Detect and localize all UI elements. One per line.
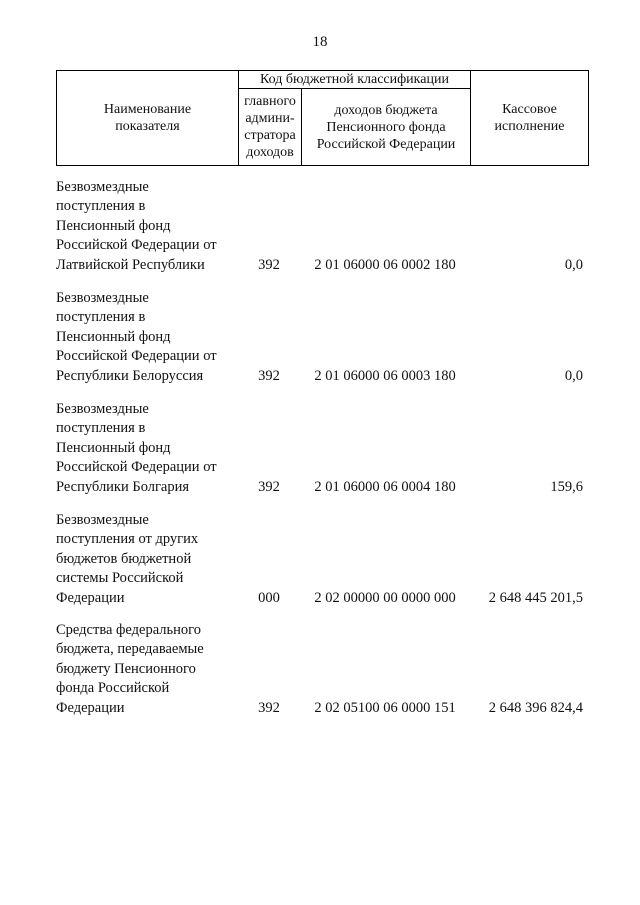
- row-income-code: 2 02 05100 06 0000 151: [314, 699, 456, 716]
- header-group-title: Код бюджетной классификации: [260, 72, 449, 87]
- row-admin-code: 392: [258, 367, 280, 384]
- row-name: Безвозмездные поступления от других бюджетов бюджетной системы Российской Федерации: [56, 511, 199, 606]
- header-income-column: доходов бюджета Пенсионного фонда Российской Федерации: [316, 102, 456, 152]
- header-amount-column: Кассовое исполнение: [494, 102, 565, 134]
- header-name-column: Наименование показателя: [103, 102, 192, 134]
- row-admin-code: 000: [258, 589, 280, 606]
- table-row: [56, 177, 589, 275]
- table-row: [56, 620, 589, 718]
- table-row: [56, 510, 589, 608]
- row-income-code: 2 01 06000 06 0002 180: [314, 256, 456, 273]
- row-name: Безвозмездные поступления в Пенсионный фонд Российской Федерации от Республики Болгария: [56, 400, 217, 495]
- row-amount: 2 648 445 201,5: [488, 589, 583, 606]
- row-amount: 2 648 396 824,4: [488, 699, 583, 716]
- row-admin-code: 392: [258, 478, 280, 495]
- row-name: Безвозмездные поступления в Пенсионный фонд Российской Федерации от Республики Белоруссия: [56, 289, 217, 384]
- row-amount: 0,0: [564, 256, 583, 273]
- row-name: Средства федерального бюджета, передаваемые бюджету Пенсионного фонда Российской Федерации: [56, 621, 204, 716]
- header-border-right: [588, 70, 589, 166]
- row-amount: 0,0: [564, 367, 583, 384]
- header-border-bottom: [56, 165, 589, 166]
- table-row: [56, 399, 589, 497]
- page-number: 18: [312, 34, 328, 50]
- row-income-code: 2 01 06000 06 0003 180: [314, 367, 456, 384]
- row-name: Безвозмездные поступления в Пенсионный фонд Российской Федерации от Латвийской Республики: [56, 178, 217, 273]
- row-admin-code: 392: [258, 256, 280, 273]
- row-income-code: 2 01 06000 06 0004 180: [314, 478, 456, 495]
- row-amount: 159,6: [550, 478, 583, 495]
- row-admin-code: 392: [258, 699, 280, 716]
- table-row: [56, 288, 589, 386]
- table-header: [56, 70, 589, 166]
- row-income-code: 2 02 00000 00 0000 000: [314, 589, 456, 606]
- header-admin-column: главного админи- стратора доходов: [244, 94, 296, 160]
